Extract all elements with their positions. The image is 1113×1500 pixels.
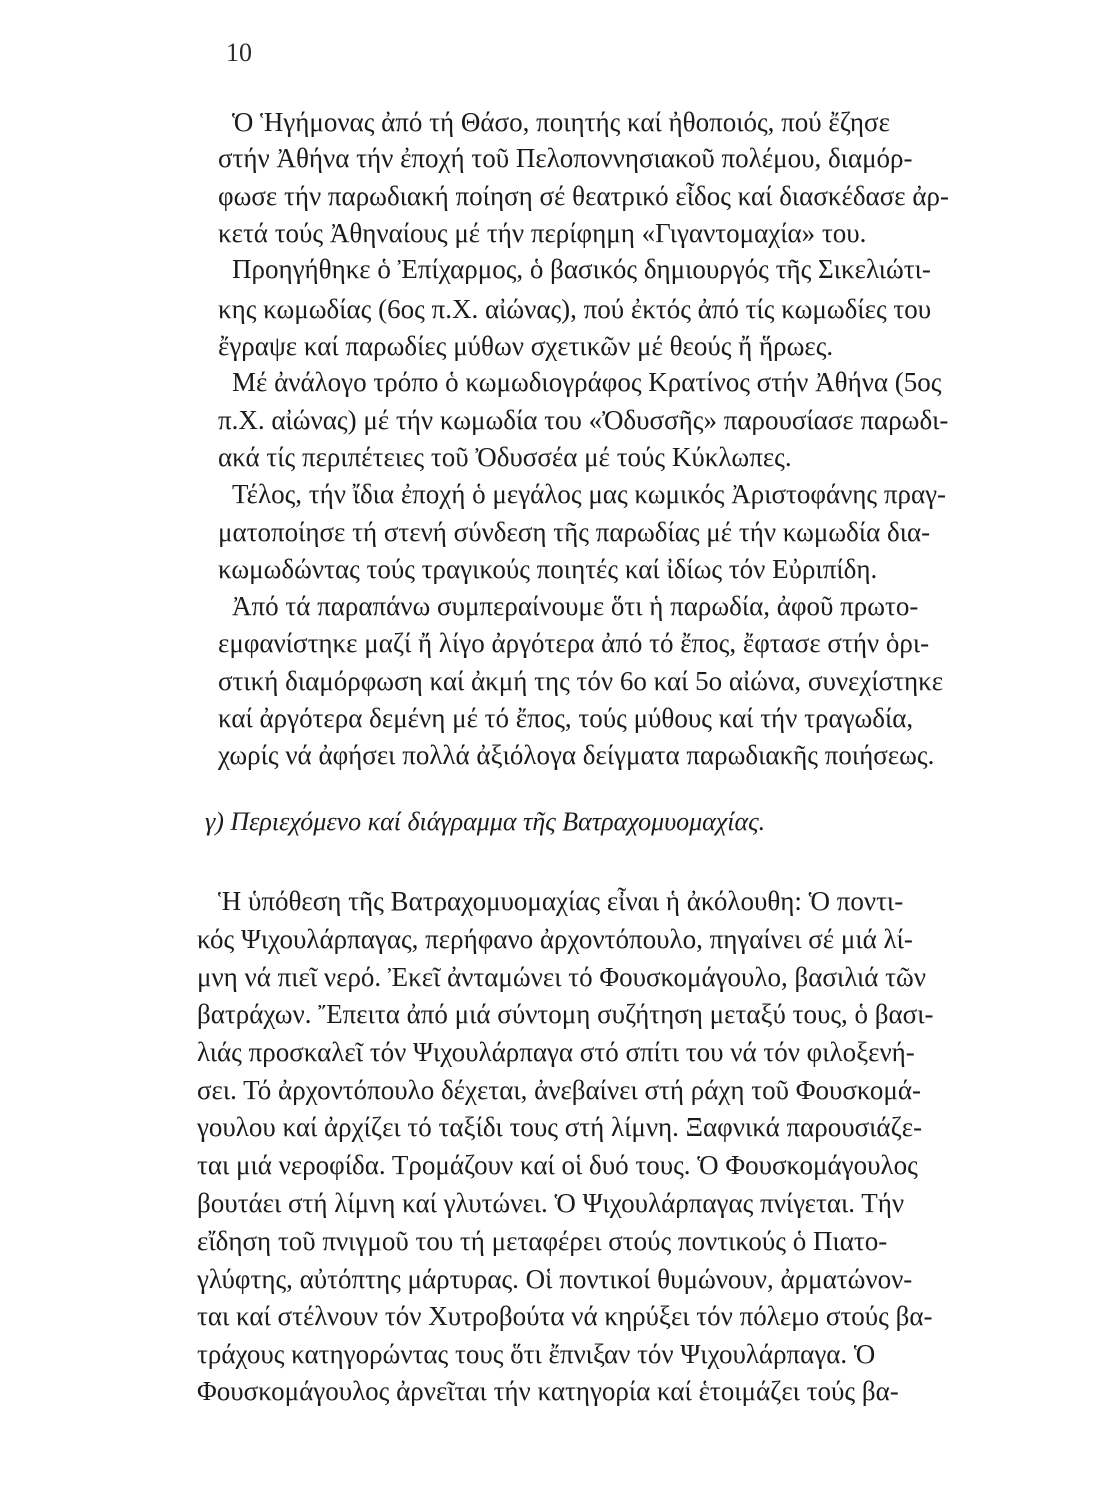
text-line: βατράχων. Ἔπειτα ἀπό μιά σύντομη συζήτηση μεταξύ τους, ὁ βασι- <box>197 999 934 1029</box>
text-line: γουλου καί ἀρχίζει τό ταξίδι τους στή λίμνη. Ξαφνικά παρουσιάζε- <box>197 1112 923 1142</box>
text-line: σει. Τό ἀρχοντόπουλο δέχεται, ἀνεβαίνει στή ράχη τοῦ Φουσκομά- <box>197 1075 922 1105</box>
text-line: κης κωμωδίας (6ος π.Χ. αἰώνας), πού ἐκτός ἀπό τίς κωμωδίες του <box>218 294 932 324</box>
section-heading: γ) Περιεχόμενο καί διάγραμμα τῆς Βατραχομυομαχίας. <box>205 807 766 836</box>
text-line: καί ἀργότερα δεμένη μέ τό ἔπος, τούς μύθους καί τήν τραγωδία, <box>218 703 914 733</box>
text-line: ἔγραψε καί παρωδίες μύθων σχετικῶν μέ θεούς ἤ ἥρωες. <box>218 331 834 361</box>
text-line: βουτάει στή λίμνη καί γλυτώνει. Ὁ Ψιχουλάρπαγας πνίγεται. Τήν <box>197 1188 905 1218</box>
text-line: Μέ ἀνάλογο τρόπο ὁ κωμωδιογράφος Κρατίνος στήν Ἀθήνα (5ος <box>232 367 942 397</box>
text-line: τράχους κατηγορώντας τους ὅτι ἔπνιξαν τόν Ψιχουλάρπαγα. Ὁ <box>197 1339 876 1369</box>
text-line: στική διαμόρφωση καί ἀκμή της τόν 6ο καί 5ο αἰώνα, συνεχίστηκε <box>218 666 944 696</box>
text-line: χωρίς νά ἀφήσει πολλά ἀξιόλογα δείγματα παρωδιακῆς ποιήσεως. <box>218 740 935 770</box>
text-line: κός Ψιχουλάρπαγας, περήφανο ἀρχοντόπουλο, πηγαίνει σέ μιά λί- <box>197 924 913 954</box>
text-line: λιάς προσκαλεῖ τόν Ψιχουλάρπαγα στό σπίτι του νά τόν φιλοξενή- <box>197 1037 915 1067</box>
text-line: Ἀπό τά παραπάνω συμπεραίνουμε ὅτι ἡ παρωδία, ἀφοῦ πρωτο- <box>232 591 919 621</box>
text-line: Προηγήθηκε ὁ Ἐπίχαρμος, ὁ βασικός δημιουργός τῆς Σικελιώτι- <box>232 254 931 284</box>
text-line: ακά τίς περιπέτειες τοῦ Ὀδυσσέα μέ τούς Κύκλωπες. <box>218 442 792 472</box>
text-line: ται μιά νεροφίδα. Τρομάζουν καί οἱ δυό τους. Ὁ Φουσκομάγουλος <box>197 1150 918 1180</box>
text-line: μνη νά πιεῖ νερό. Ἐκεῖ ἀνταμώνει τό Φουσκομάγουλο, βασιλιά τῶν <box>197 962 926 992</box>
text-line: Ἡ ὑπόθεση τῆς Βατραχομυομαχίας εἶναι ἡ ἀκόλουθη: Ὁ ποντι- <box>218 886 904 916</box>
text-line: γλύφτης, αὐτόπτης μάρτυρας. Οἱ ποντικοί θυμώνουν, ἀρματώνον- <box>197 1264 913 1294</box>
text-line: φωσε τήν παρωδιακή ποίηση σέ θεατρικό εἶδος καί διασκέδασε ἀρ- <box>218 181 949 211</box>
text-line: κετά τούς Ἀθηναίους μέ τήν περίφημη «Γιγαντομαχία» του. <box>218 218 867 248</box>
text-line: Ὁ Ἡγήμονας ἀπό τή Θάσο, ποιητής καί ἠθοποιός, πού ἔζησε <box>232 107 890 137</box>
text-line: κωμωδώντας τούς τραγικούς ποιητές καί ἰδίως τόν Εὐριπίδη. <box>218 554 878 584</box>
text-line: Τέλος, τήν ἴδια ἐποχή ὁ μεγάλος μας κωμικός Ἀριστοφάνης πραγ- <box>232 479 947 509</box>
text-line: εμφανίστηκε μαζί ἤ λίγο ἀργότερα ἀπό τό ἔπος, ἔφτασε στήν ὁρι- <box>218 628 930 658</box>
text-line: π.Χ. αἰώνας) μέ τήν κωμωδία του «Ὀδυσσῆς» παρουσίασε παρωδι- <box>218 405 949 435</box>
text-line: ματοποίησε τή στενή σύνδεση τῆς παρωδίας μέ τήν κωμωδία δια- <box>218 517 931 547</box>
text-line: εἴδηση τοῦ πνιγμοῦ του τή μεταφέρει στούς ποντικούς ὁ Πιατο- <box>197 1226 888 1256</box>
text-line: Φουσκομάγουλος ἀρνεῖται τήν κατηγορία καί ἑτοιμάζει τούς βα- <box>197 1376 899 1406</box>
text-line: στήν Ἀθήνα τήν ἐποχή τοῦ Πελοποννησιακοῦ πολέμου, διαμόρ- <box>218 143 913 173</box>
text-line: ται καί στέλνουν τόν Χυτροβούτα νά κηρύξει τόν πόλεμο στούς βα- <box>197 1301 933 1331</box>
page-number: 10 <box>226 38 252 67</box>
